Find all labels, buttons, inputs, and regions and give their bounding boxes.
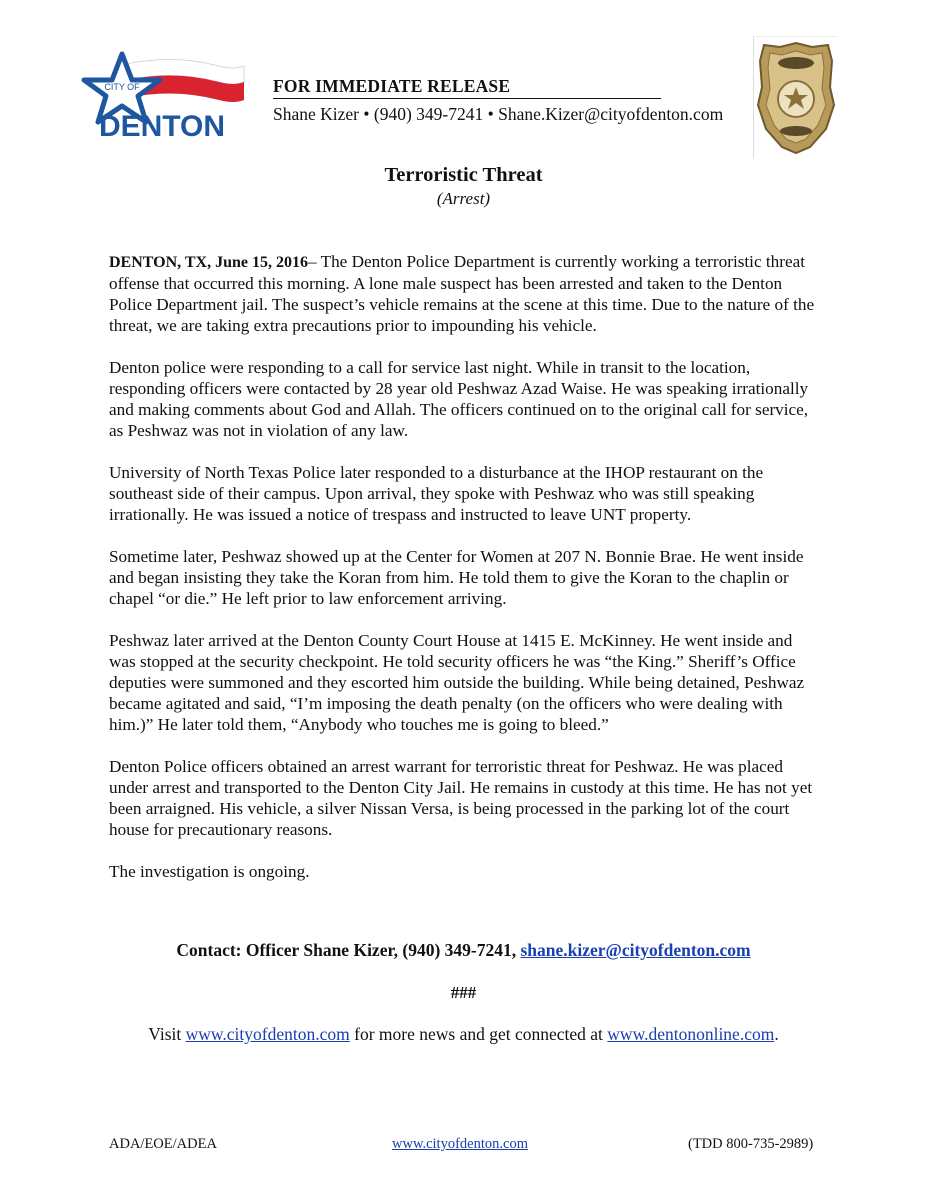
cityofdenton-link[interactable]: www.cityofdenton.com bbox=[185, 1024, 350, 1044]
end-mark: ### bbox=[450, 983, 477, 1002]
paragraph-6: Denton Police officers obtained an arrest warrant for terroristic threat for Peshwaz. He was placed under arrest and transported to the Denton City Jail. He remains in custody at this time. He has not yet been arraigned. His vehicle, a silver Nissan Versa, is being processed in the parking lot of the court house for precautionary reasons. bbox=[109, 757, 813, 839]
release-label: FOR IMMEDIATE RELEASE bbox=[273, 76, 661, 99]
page-title: Terroristic Threat bbox=[384, 164, 543, 186]
paragraph-1-text: – The Denton Police Department is currently working a terroristic threat offense that occurred this morning. A lone male suspect has been arrested and taken to the Denton Police Department jail. The suspect’s vehicle remains at the scene at this time. Due to the nature of the threat, we are taking extra precautions prior to impounding his vehicle. bbox=[109, 252, 815, 335]
footer-tdd: (TDD 800-735-2989) bbox=[688, 1136, 814, 1152]
release-body bbox=[109, 251, 821, 903]
footer-ada: ADA/EOE/ADEA bbox=[109, 1136, 217, 1152]
contact-officer bbox=[0, 940, 927, 961]
logo-denton: DENTON bbox=[98, 110, 226, 140]
paragraph-1 bbox=[109, 251, 821, 336]
paragraph-7: The investigation is ongoing. bbox=[109, 862, 310, 881]
release-header bbox=[273, 76, 743, 125]
visit-mid: for more news and get connected at bbox=[349, 1024, 608, 1044]
header-contact: Shane Kizer • (940) 349-7241 • Shane.Kizer@cityofdenton.com bbox=[273, 104, 724, 124]
paragraph-4: Sometime later, Peshwaz showed up at the Center for Women at 207 N. Bonnie Brae. He went inside and began insisting they take the Koran from him. He told them to give the Koran to the chaplin or chapel “or die.” He left prior to law enforcement arriving. bbox=[109, 547, 804, 608]
police-badge-icon bbox=[753, 36, 838, 159]
visit-post: . bbox=[774, 1024, 779, 1044]
contact-label: Contact: Officer Shane Kizer, (940) 349-7241, bbox=[176, 940, 521, 960]
visit-line bbox=[0, 1024, 927, 1045]
dateline: DENTON, TX, June 15, 2016 bbox=[109, 254, 308, 271]
visit-pre: Visit bbox=[148, 1024, 186, 1044]
footer-website-link[interactable]: www.cityofdenton.com bbox=[392, 1136, 528, 1152]
paragraph-3: University of North Texas Police later responded to a disturbance at the IHOP restaurant on the southeast side of their campus. Upon arrival, they spoke with Peshwaz who was still speaking irrationally. He was issued a notice of trespass and instructed to leave UNT property. bbox=[109, 463, 764, 524]
page-subtitle: (Arrest) bbox=[436, 189, 491, 208]
paragraph-2: Denton police were responding to a call for service last night. While in transit to the location, responding officers were contacted by 28 year old Peshwaz Azad Waise. He was speaking irrationally and making comments about God and Allah. The officers continued on to the original call for service, as Peshwaz was not in violation of any law. bbox=[109, 358, 809, 440]
logo-city-of: CITY OF bbox=[104, 82, 140, 92]
dentononline-link[interactable]: www.dentononline.com bbox=[607, 1024, 775, 1044]
city-of-denton-logo bbox=[74, 50, 249, 140]
paragraph-5: Peshwaz later arrived at the Denton County Court House at 1415 E. McKinney. He went inside and was stopped at the security checkpoint. He told security officers he was “the King.” Sheriff’s Office deputies were summoned and they escorted him outside the building. While being detained, Peshwaz became agitated and said, “I’m imposing the death penalty (on the officers who were dealing with him.)” He later told them, “Anybody who touches me is going to bleed.” bbox=[109, 631, 805, 734]
contact-email-link[interactable]: shane.kizer@cityofdenton.com bbox=[520, 940, 751, 960]
